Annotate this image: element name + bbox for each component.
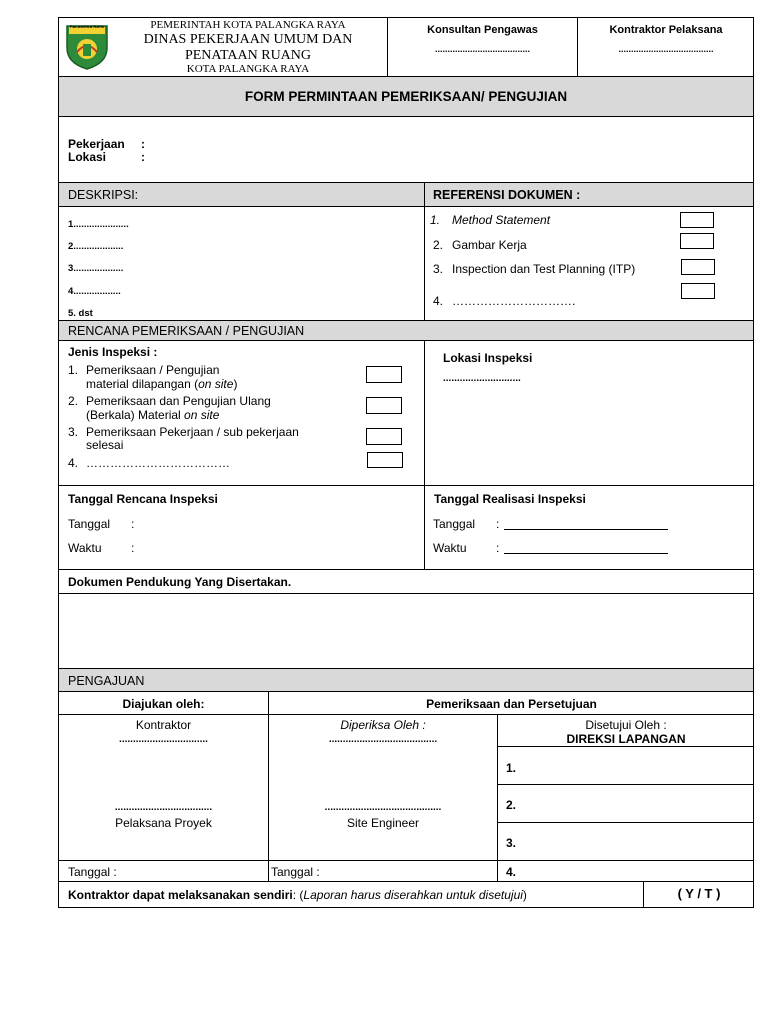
jenis-line2: material dilapangan (on site) <box>86 377 238 391</box>
dokumen-heading: Dokumen Pendukung Yang Disertakan. <box>68 575 292 589</box>
divider <box>58 485 754 486</box>
lokasi-inspeksi-field[interactable]: ............................ <box>443 373 521 384</box>
diperiksa-label: Diperiksa Oleh : <box>340 718 426 732</box>
deskripsi-heading: DESKRIPSI: <box>68 188 139 202</box>
site-engineer-signature-line[interactable]: .......................................... <box>324 802 442 813</box>
referensi-checkbox[interactable] <box>681 259 715 275</box>
deskripsi-item[interactable]: 1..................... <box>68 219 129 230</box>
tanggal-rencana-heading: Tanggal Rencana Inspeksi <box>68 492 218 506</box>
deskripsi-item[interactable]: 4.................. <box>68 286 121 297</box>
realisasi-waktu-label: Waktu <box>433 541 467 555</box>
pekerjaan-colon: : <box>141 137 145 151</box>
direksi-label: DIREKSI LAPANGAN <box>566 732 686 746</box>
referensi-num: 1. <box>430 213 441 227</box>
referensi-label: Inspection dan Test Planning (ITP) <box>452 262 636 276</box>
divider <box>497 784 754 785</box>
lokasi-inspeksi-label: Lokasi Inspeksi <box>443 351 533 365</box>
divider <box>58 691 754 692</box>
rencana-waktu-colon: : <box>131 541 135 555</box>
referensi-checkbox[interactable] <box>681 283 715 299</box>
deskripsi-item[interactable]: 2................... <box>68 241 124 252</box>
dokumen-field[interactable] <box>60 595 752 667</box>
yes-no-choice[interactable]: ( Y / T ) <box>677 886 721 901</box>
logo-text: PALANGKA RAYA <box>70 24 104 29</box>
divider <box>58 593 754 594</box>
referensi-num: 3. <box>433 262 444 276</box>
deskripsi-item: 5. dst <box>68 308 93 319</box>
divider <box>497 822 754 823</box>
divider <box>497 746 754 747</box>
pengajuan-band <box>59 669 753 691</box>
jenis-line1: Pemeriksaan dan Pengujian Ulang <box>86 394 271 408</box>
approver-slot[interactable]: 1. <box>506 761 517 775</box>
tanggal-kontraktor[interactable]: Tanggal : <box>68 865 117 879</box>
pengajuan-heading: PENGAJUAN <box>68 674 145 688</box>
jenis-num: 1. <box>68 363 79 377</box>
konsultan-label: Konsultan Pengawas <box>427 24 538 36</box>
jenis-num: 2. <box>68 394 79 408</box>
referensi-label: Gambar Kerja <box>452 238 527 252</box>
konsultan-signature-line[interactable]: ...................................... <box>434 44 531 54</box>
realisasi-tanggal-field[interactable] <box>504 517 668 530</box>
realisasi-tanggal-colon: : <box>496 517 500 531</box>
referensi-label: Method Statement <box>452 213 551 227</box>
city-logo <box>63 22 111 70</box>
disetujui-label: Disetujui Oleh : <box>585 718 667 732</box>
realisasi-waktu-colon: : <box>496 541 500 555</box>
lokasi-label: Lokasi <box>68 150 107 164</box>
deskripsi-item[interactable]: 3................... <box>68 263 124 274</box>
realisasi-waktu-field[interactable] <box>504 541 668 554</box>
jenis-line2: (Berkala) Material on site <box>86 408 220 422</box>
jenis-num: 4. <box>68 456 79 470</box>
diajukan-label: Diajukan oleh: <box>122 697 205 711</box>
rencana-heading: RENCANA PEMERIKSAAN / PENGUJIAN <box>68 324 305 338</box>
rencana-waktu-field[interactable] <box>140 539 410 555</box>
jenis-line1[interactable]: ……………………………… <box>86 456 230 470</box>
kontraktor-label: Kontraktor <box>135 718 192 732</box>
lokasi-colon: : <box>141 150 145 164</box>
approver-slot[interactable]: 4. <box>506 865 517 879</box>
referensi-num: 2. <box>433 238 444 252</box>
jenis-line1: Pemeriksaan / Pengujian <box>86 363 220 377</box>
kontraktor-signature-line[interactable]: ...................................... <box>618 44 714 54</box>
footer-note: Kontraktor dapat melaksanakan sendiri: (Laporan harus diserahkan untuk disetujui) <box>68 888 527 902</box>
approver-slot[interactable]: 2. <box>506 798 517 812</box>
jenis-checkbox[interactable] <box>366 366 402 383</box>
rencana-tanggal-label: Tanggal <box>68 517 111 531</box>
pemeriksaan-label: Pemeriksaan dan Persetujuan <box>426 697 597 711</box>
jenis-checkbox[interactable] <box>367 452 403 468</box>
referensi-num: 4. <box>433 294 444 308</box>
divider <box>58 569 754 570</box>
lokasi-field[interactable] <box>150 150 730 164</box>
kontraktor-name-line[interactable]: ................................ <box>119 734 208 745</box>
realisasi-tanggal-label: Tanggal <box>433 517 476 531</box>
rencana-waktu-label: Waktu <box>68 541 102 555</box>
rencana-tanggal-colon: : <box>131 517 135 531</box>
referensi-checkbox[interactable] <box>680 233 714 249</box>
pekerjaan-label: Pekerjaan <box>68 137 125 151</box>
pekerjaan-field[interactable] <box>150 136 730 150</box>
divider <box>58 206 754 207</box>
jenis-inspeksi-label: Jenis Inspeksi : <box>68 345 158 359</box>
referensi-checkbox[interactable] <box>680 212 714 228</box>
divider <box>424 182 425 320</box>
pelaksana-signature-line[interactable]: ................................... <box>114 802 213 813</box>
divider <box>58 860 754 861</box>
dept-line-2: PENATAAN RUANG <box>184 48 312 63</box>
referensi-label[interactable]: …………………………. <box>452 294 576 308</box>
jenis-line2: selesai <box>86 438 124 452</box>
city-line: KOTA PALANGKA RAYA <box>186 63 310 75</box>
divider <box>58 116 754 117</box>
gov-line: PEMERINTAH KOTA PALANGKA RAYA <box>150 19 346 31</box>
jenis-checkbox[interactable] <box>366 397 402 414</box>
divider <box>58 340 754 341</box>
tanggal-realisasi-heading: Tanggal Realisasi Inspeksi <box>434 492 586 506</box>
deskripsi-band <box>59 183 753 206</box>
tanggal-site-engineer[interactable]: Tanggal : <box>271 865 320 879</box>
approver-slot[interactable]: 3. <box>506 836 517 850</box>
kontraktor-label: Kontraktor Pelaksana <box>609 24 723 36</box>
divider <box>424 340 425 569</box>
jenis-line1: Pemeriksaan Pekerjaan / sub pekerjaan <box>86 425 299 439</box>
site-engineer-label: Site Engineer <box>346 816 420 830</box>
rencana-tanggal-field[interactable] <box>140 515 410 531</box>
referensi-heading: REFERENSI DOKUMEN : <box>433 188 581 202</box>
jenis-checkbox[interactable] <box>366 428 402 445</box>
divider <box>58 881 754 882</box>
diperiksa-name-line[interactable]: ....................................... <box>328 734 438 745</box>
divider <box>58 714 754 715</box>
pelaksana-label: Pelaksana Proyek <box>115 816 212 830</box>
form-title: FORM PERMINTAAN PEMERIKSAAN/ PENGUJIAN <box>244 89 568 104</box>
jenis-num: 3. <box>68 425 79 439</box>
dept-line-1: DINAS PEKERJAAN UMUM DAN <box>143 32 353 47</box>
